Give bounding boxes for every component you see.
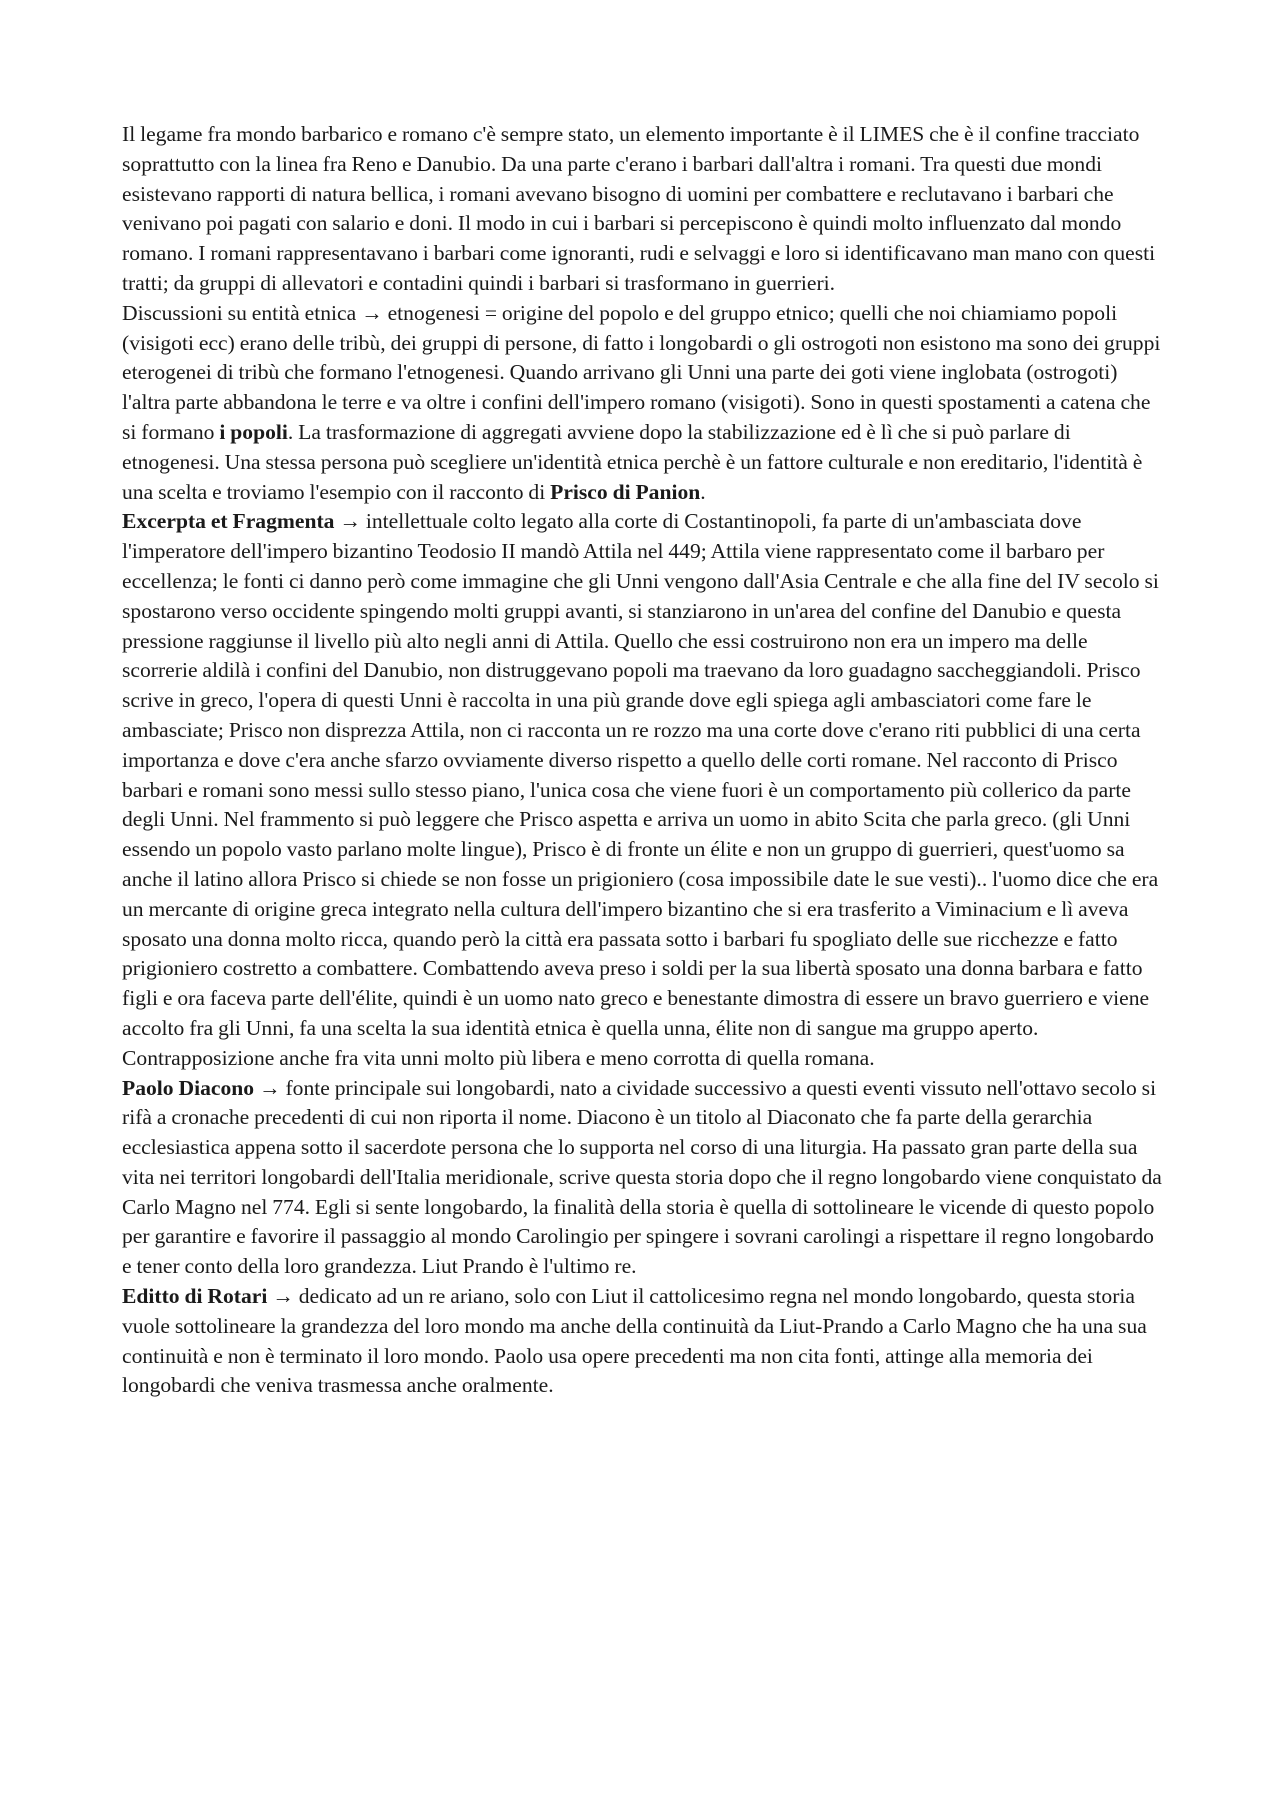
- paragraph-text: . La trasformazione di aggregati avviene dopo la stabilizzazione ed è lì che si può parlare di etnogenesi. Una stessa persona può scegliere un'identità etnica perchè è un fattore culturale e non ereditario, l'identità è una scelta e troviamo l'esempio con il racconto di: [122, 419, 1143, 504]
- paragraph-text: Discussioni su entità etnica → etnogenesi = origine del popolo e del gruppo etnico; quelli che noi chiamiamo popoli (visigoti ecc) erano delle tribù, dei gruppi di persone, di fatto i longobardi o gli ostrogoti non esistono ma sono dei gruppi eterogenei di tribù che formano l'etnogenesi. Quando arrivano gli Unni una parte dei goti viene inglobata (ostrogoti) l'altra parte abbandona le terre e va oltre i confini dell'impero romano (visigoti). Sono in questi spostamenti a catena che si formano: [122, 300, 1161, 444]
- paragraph-text: .: [700, 479, 706, 504]
- paragraph-paolo-diacono: [122, 1074, 1168, 1283]
- bold-heading-editto-rotari: Editto di Rotari: [122, 1284, 268, 1309]
- paragraph-text: Il legame fra mondo barbarico e romano c'è sempre stato, un elemento importante è il LIMES che è il confine tracciato soprattutto con la linea fra Reno e Danubio. Da una parte c'erano i barbari dall'altra i romani. Tra questi due mondi esistevano rapporti di natura bellica, i romani avevano bisogno di uomini per combattere e reclutavano i barbari che venivano poi pagati con salario e doni. Il modo in cui i barbari si percepiscono è quindi molto influenzato dal mondo romano. I romani rappresentavano i barbari come ignoranti, rudi e selvaggi e loro si identificavano man mano con questi tratti; da gruppi di allevatori e contadini quindi i barbari si trasformano in guerrieri.: [122, 122, 1156, 295]
- bold-heading-paolo-diacono: Paolo Diacono: [122, 1075, 255, 1100]
- bold-term-popoli: i popoli: [219, 419, 288, 444]
- paragraph-text: → fonte principale sui longobardi, nato a cividade successivo a questi eventi vissuto nell'ottavo secolo si rifà a cronache precedenti di cui non riporta il nome. Diacono è un titolo al Diaconato che fa parte della gerarchia ecclesiastica appena sotto il sacerdote persona che lo supporta nel corso di una liturgia. Ha passato gran parte della sua vita nei territori longobardi dell'Italia meridionale, scrive questa storia dopo che il regno longobardo viene conquistato da Carlo Magno nel 774. Egli si sente longobardo, la finalità della storia è quella di sottolineare le vicende di questo popolo per garantire e favorire il passaggio al mondo Carolingio per spingere i sovrani carolingi a rispettare il regno longobardo e tener conto della loro grandezza. Liut Prando è l'ultimo re.: [122, 1075, 1162, 1279]
- paragraph-editto-rotari: [122, 1282, 1168, 1401]
- document-body: [122, 120, 1168, 1401]
- paragraph-limes: [122, 120, 1168, 299]
- paragraph-excerpta: [122, 507, 1168, 1073]
- paragraph-etnogenesi: [122, 299, 1168, 508]
- bold-term-prisco: Prisco di Panion: [550, 479, 701, 504]
- bold-heading-excerpta: Excerpta et Fragmenta: [122, 509, 335, 534]
- paragraph-text: → intellettuale colto legato alla corte di Costantinopoli, fa parte di un'ambasciata dove l'imperatore dell'impero bizantino Teodosio II mandò Attila nel 449; Attila viene rappresentato come il barbaro per eccellenza; le fonti ci danno però come immagine che gli Unni vengono dall'Asia Centrale e che alla fine del IV secolo si spostarono verso occidente spingendo molti gruppi avanti, si stanziarono in un'area del confine del Danubio e questa pressione raggiunse il livello più alto negli anni di Attila. Quello che essi costruirono non era un impero ma delle scorrerie aldilà i confini del Danubio, non distruggevano popoli ma traevano da loro guadagno saccheggiandoli. Prisco scrive in greco, l'opera di questi Unni è raccolta in una più grande dove egli spiega agli ambasciatori come fare le ambasciate; Prisco non disprezza Attila, non ci racconta un re rozzo ma una corte dove c'erano riti pubblici di una certa importanza e dove c'era anche sfarzo ovviamente diverso rispetto a quello delle corti romane. Nel racconto di Prisco barbari e romani sono messi sullo stesso piano, l'unica cosa che viene fuori è un comportamento più collerico da parte degli Unni. Nel frammento si può leggere che Prisco aspetta e arriva un uomo in abito Scita che parla greco. (gli Unni essendo un popolo vasto parlano molte lingue), Prisco è di fronte un élite e non un gruppo di guerrieri, quest'uomo sa anche il latino allora Prisco si chiede se non fosse un prigioniero (cosa impossibile date le sue vesti).. l'uomo dice che era un mercante di origine greca integrato nella cultura dell'impero bizantino che si era trasferito a Viminacium e lì aveva sposato una donna molto ricca, quando però la città era passata sotto i barbari fu spogliato delle sue ricchezze e fatto prigioniero costretto a combattere. Combattendo aveva preso i soldi per la sua libertà sposato una donna barbara e fatto figli e ora faceva parte dell'élite, quindi è un uomo nato greco e benestante dimostra di essere un bravo guerriero e viene accolto fra gli Unni, fa una scelta la sua identità etnica è quella unna, élite non di sangue ma gruppo aperto. Contrapposizione anche fra vita unni molto più libera e meno corrotta di quella romana.: [122, 509, 1159, 1070]
- paragraph-text: → dedicato ad un re ariano, solo con Liut il cattolicesimo regna nel mondo longobardo, questa storia vuole sottolineare la grandezza del loro mondo ma anche della continuità da Liut-Prando a Carlo Magno che ha una sua continuità e non è terminato il loro mondo. Paolo usa opere precedenti ma non cita fonti, attinge alla memoria dei longobardi che veniva trasmessa anche oralmente.: [122, 1284, 1147, 1398]
